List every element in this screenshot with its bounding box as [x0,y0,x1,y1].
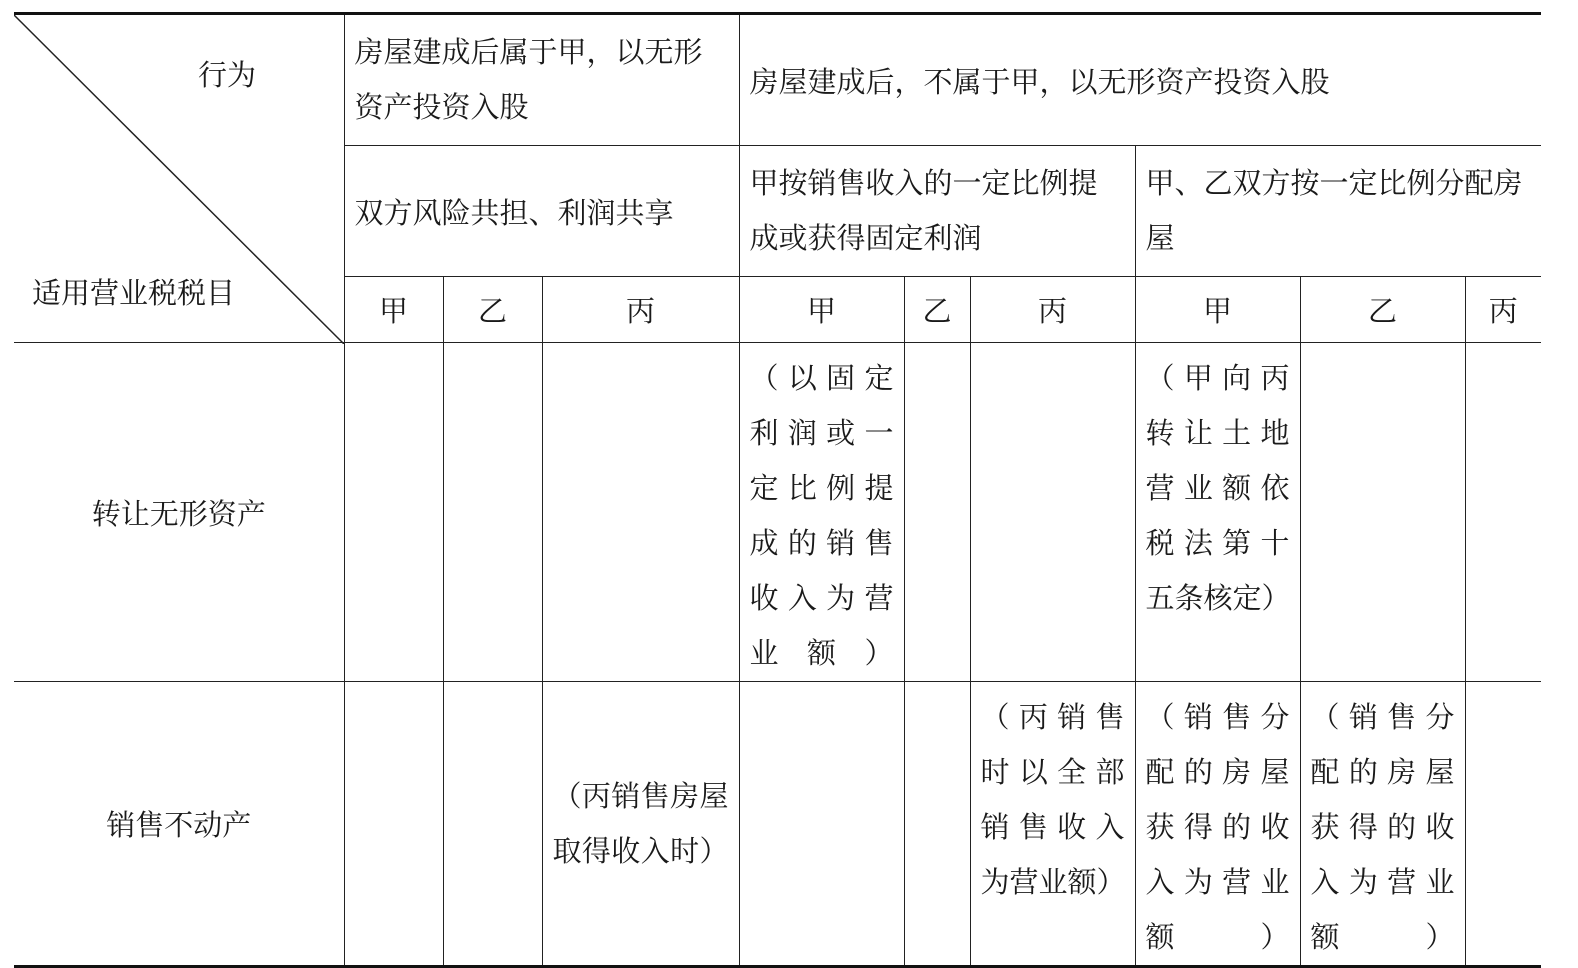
party-header: 乙 [904,277,970,343]
table-cell: （销售分配的房屋获得的收入为营业额） [1300,682,1465,967]
table-cell [1465,343,1541,682]
party-header: 乙 [1300,277,1465,343]
table-cell [904,682,970,967]
table-cell [739,682,904,967]
table-cell: （以固定利润或一定比例提成的销售收入为营业额） [739,343,904,682]
party-header: 甲 [344,277,443,343]
row-label: 销售不动产 [14,682,344,967]
sub-b2-header: 甲、乙双方按一定比例分配房屋 [1135,146,1541,277]
party-header: 丙 [970,277,1135,343]
table-cell [344,343,443,682]
party-header: 丙 [1465,277,1541,343]
party-header: 甲 [739,277,904,343]
row-label: 转让无形资产 [14,343,344,682]
table-cell [970,343,1135,682]
corner-bottom-label: 适用营业税税目 [32,276,236,310]
table-cell: （销售分配的房屋获得的收入为营业额） [1135,682,1300,967]
table-cell [1300,343,1465,682]
party-header: 丙 [542,277,739,343]
case-a-header: 房屋建成后属于甲，以无形资产投资入股 [344,14,739,146]
table-cell: （丙销售房屋取得收入时） [542,682,739,967]
case-b-header: 房屋建成后，不属于甲，以无形资产投资入股 [739,14,1541,146]
party-header: 乙 [443,277,542,343]
table-cell [904,343,970,682]
sub-a-header: 双方风险共担、利润共享 [344,146,739,277]
table-cell [344,682,443,967]
table-cell: （甲向丙转让土地营业额依税法第十五条核定） [1135,343,1300,682]
table-cell [443,343,542,682]
table-cell [1465,682,1541,967]
table-cell [542,343,739,682]
sub-b1-header: 甲按销售收入的一定比例提成或获得固定利润 [739,146,1135,277]
corner-top-label: 行为 [198,58,257,92]
table-cell [443,682,542,967]
party-header: 甲 [1135,277,1300,343]
corner-header-cell [14,14,344,343]
tax-table [14,12,1541,968]
table-cell: （丙销售时以全部销售收入为营业额） [970,682,1135,967]
